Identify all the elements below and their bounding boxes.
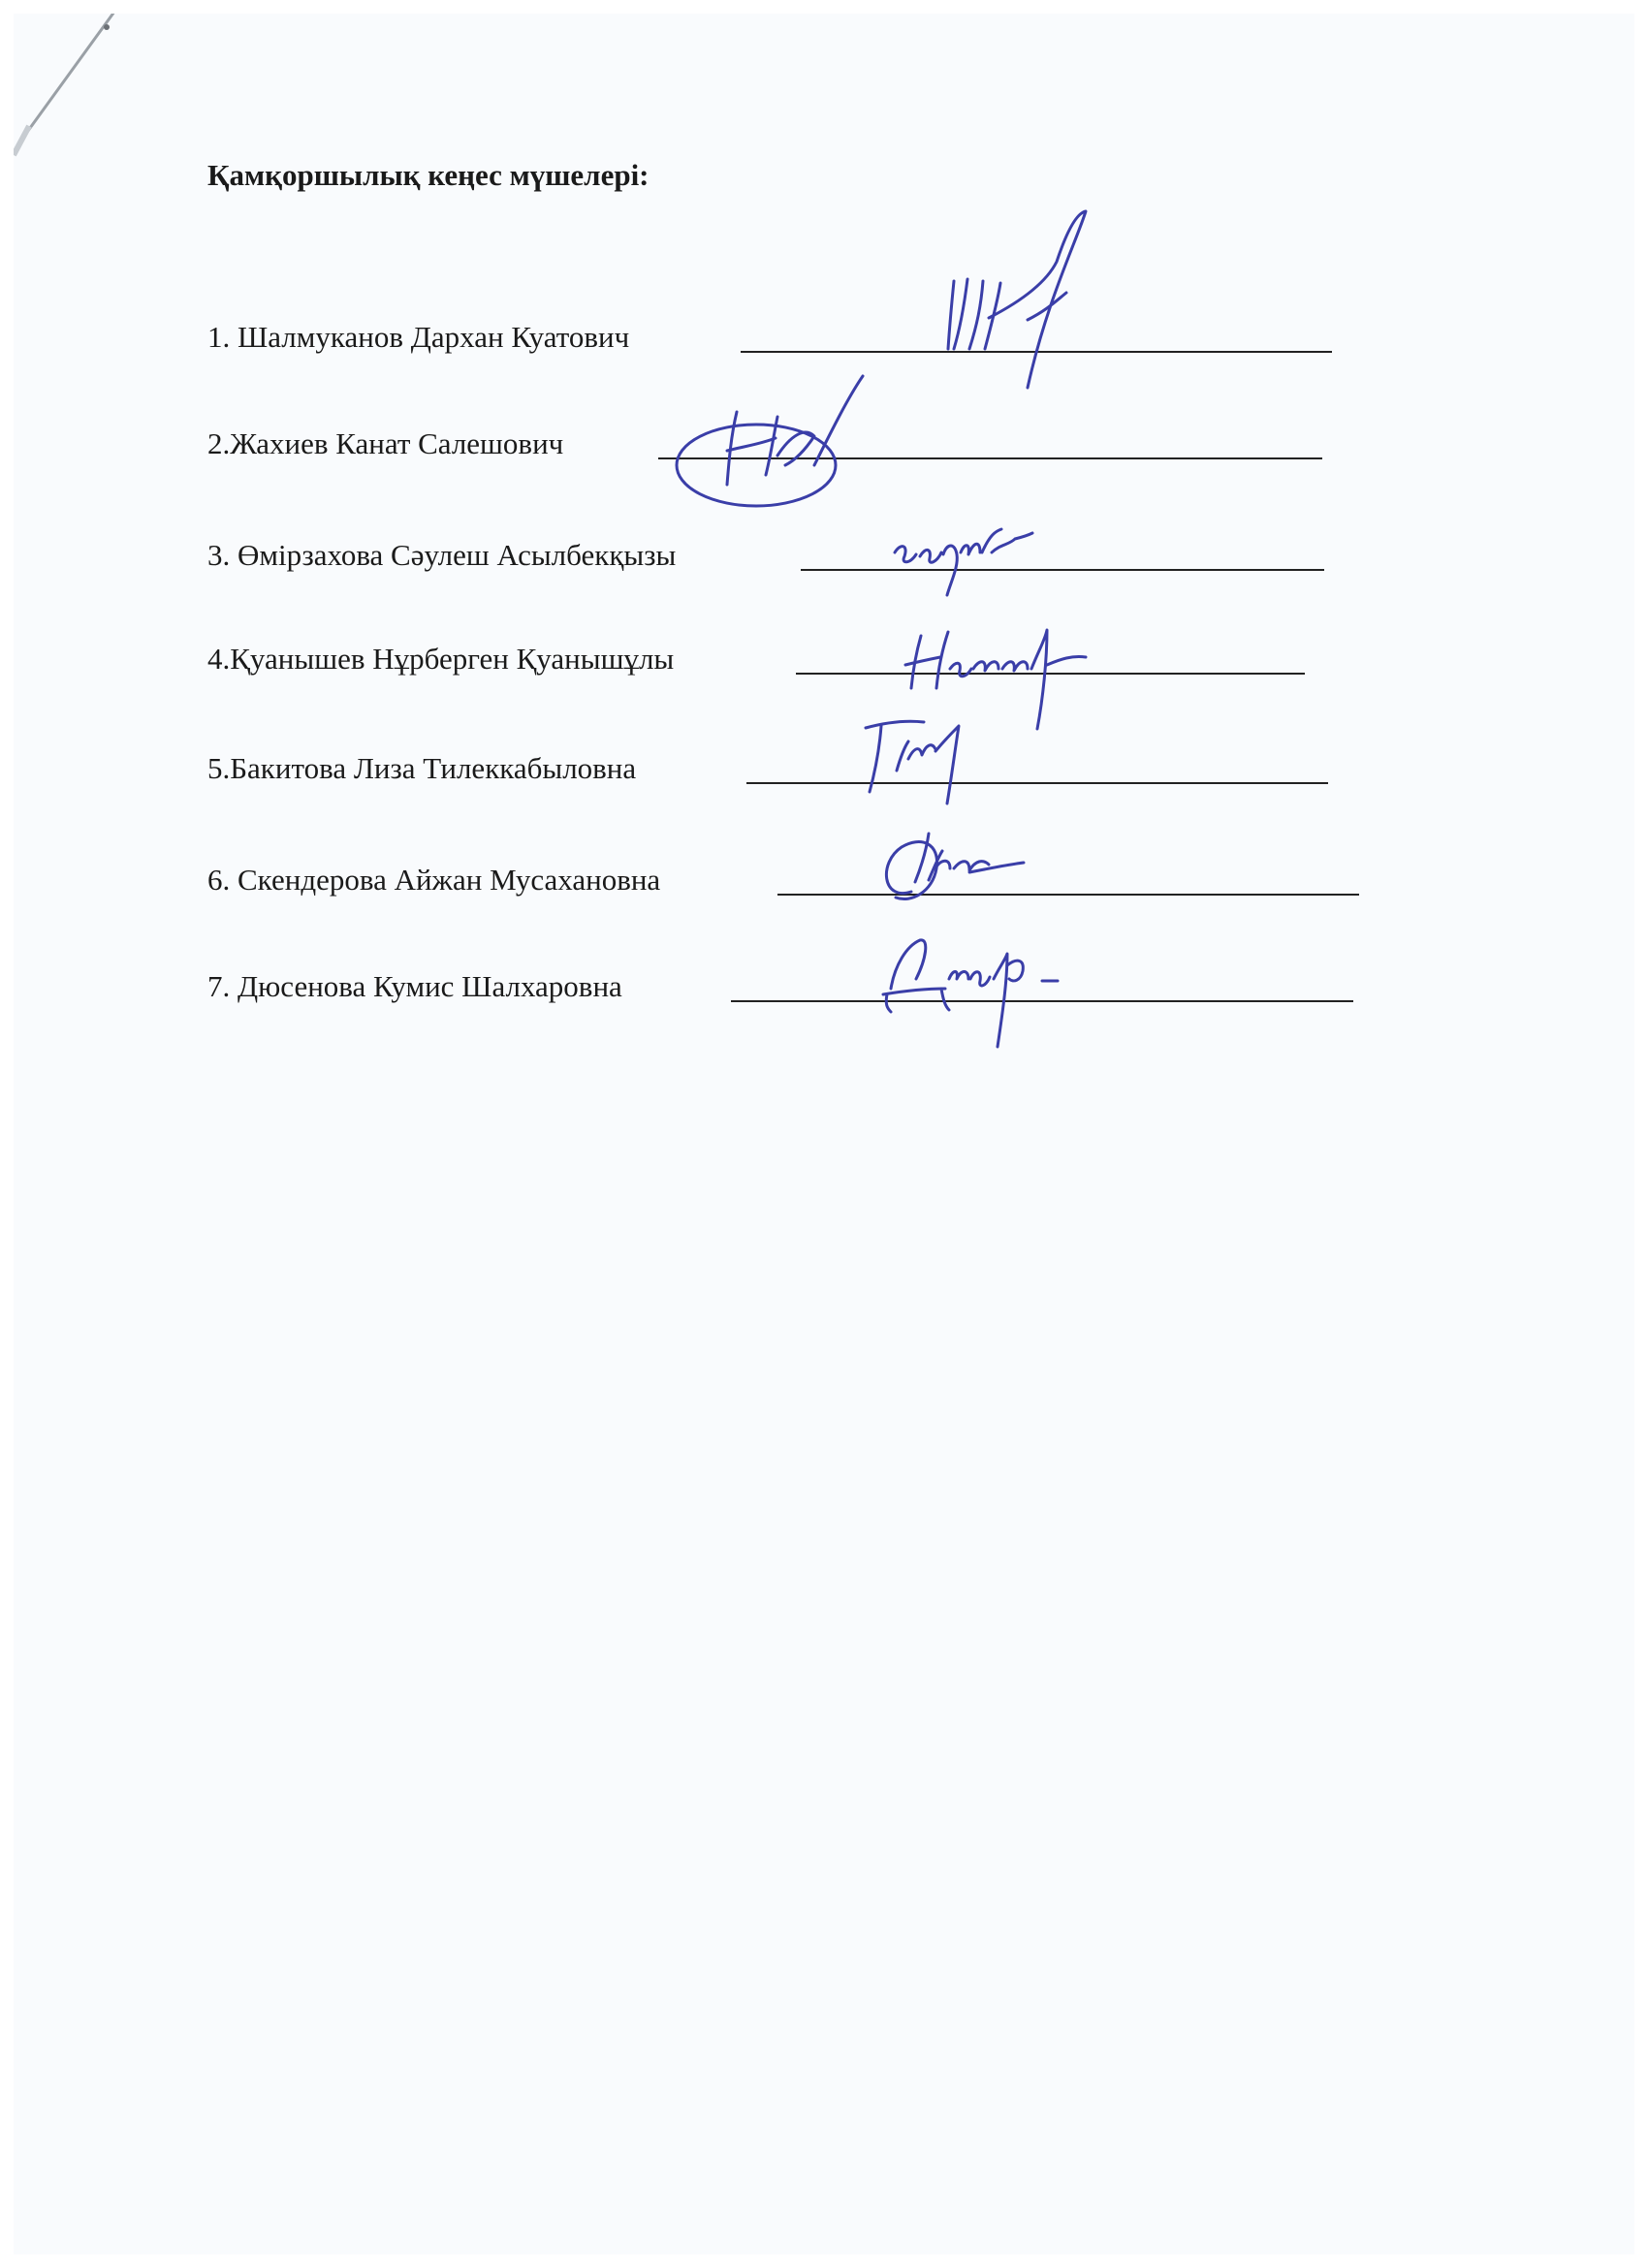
member-name: 6. Скендерова Айжан Мусахановна xyxy=(207,863,661,897)
member-name: 3. Өмірзахова Сәулеш Асылбекқызы xyxy=(207,538,677,572)
signature-line xyxy=(741,351,1332,353)
signature-line xyxy=(658,457,1322,459)
signature-line xyxy=(801,569,1324,571)
list-item xyxy=(207,863,660,901)
list-item xyxy=(207,320,629,359)
page-title: Қамқоршылық кеңес мүшелері: xyxy=(207,158,650,192)
list-item xyxy=(207,426,563,465)
member-name: 2.Жахиев Канат Салешович xyxy=(207,426,564,460)
signature-line xyxy=(777,894,1359,896)
signature-line xyxy=(731,1000,1353,1002)
folded-corner-mark xyxy=(0,0,155,174)
signature-1 xyxy=(931,204,1154,407)
signature-line xyxy=(796,673,1305,675)
list-item xyxy=(207,969,622,1008)
list-item xyxy=(207,642,674,680)
member-name: 1. Шалмуканов Дархан Куатович xyxy=(207,320,630,354)
member-name: 7. Дюсенова Кумис Шалхаровна xyxy=(207,969,622,1003)
member-name: 4.Қуанышев Нұрберген Қуанышұлы xyxy=(207,642,675,676)
list-item xyxy=(207,751,636,790)
list-item xyxy=(207,538,676,577)
signature-2 xyxy=(669,368,882,523)
member-name: 5.Бакитова Лиза Тилеккабыловна xyxy=(207,751,637,785)
signature-5 xyxy=(858,712,974,809)
signature-line xyxy=(746,782,1328,784)
signature-6 xyxy=(872,824,1028,916)
signature-3 xyxy=(887,514,1042,601)
signature-7 xyxy=(877,911,1071,1056)
